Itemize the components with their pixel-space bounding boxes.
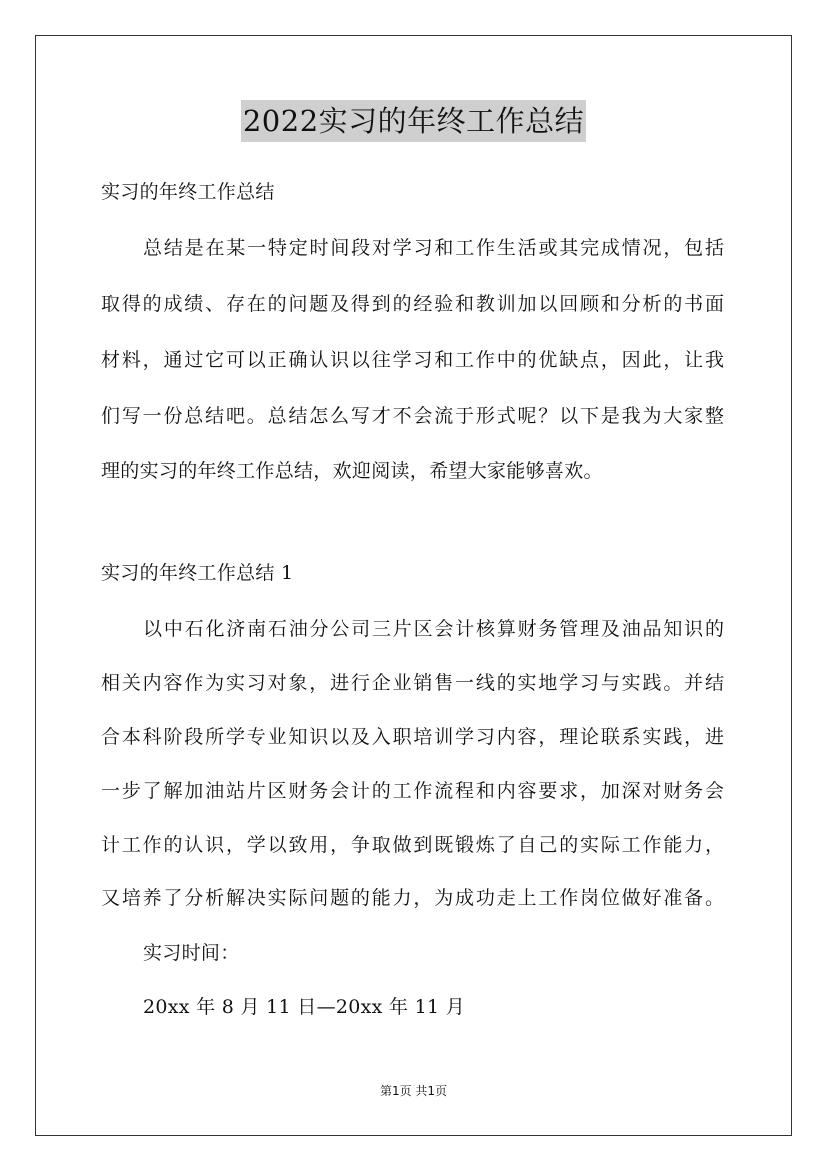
section-line-2: 相关内容作为实习对象，进行企业销售一线的实地学习与实践。并结	[101, 672, 724, 694]
section-line-4: 一步了解加油站片区财务会计的工作流程和内容要求，加深对财务会	[101, 780, 724, 802]
section-heading: 实习的年终工作总结 1	[101, 562, 294, 584]
document-subtitle: 实习的年终工作总结	[101, 181, 275, 203]
intro-line-4: 们写一份总结吧。总结怎么写才不会流于形式呢？以下是我为大家整	[101, 405, 724, 427]
section-line-1: 以中石化济南石油分公司三片区会计核算财务管理及油品知识的	[143, 618, 724, 640]
title-container	[0, 100, 827, 142]
page-number: 第1页 共1页	[379, 1084, 448, 1098]
intro-line-1: 总结是在某一特定时间段对学习和工作生活或其完成情况，包括	[143, 237, 724, 259]
section-line-5: 计工作的认识，学以致用，争取做到既锻炼了自己的实际工作能力，	[101, 834, 724, 856]
section-line-3: 合本科阶段所学专业知识以及入职培训学习内容，理论联系实践，进	[101, 726, 724, 748]
internship-time-label: 实习时间：	[143, 942, 240, 964]
section-line-6: 又培养了分析解决实际问题的能力，为成功走上工作岗位做好准备。	[101, 887, 724, 909]
intro-line-2: 取得的成绩、存在的问题及得到的经验和教训加以回顾和分析的书面	[101, 293, 724, 315]
intro-line-3: 材料，通过它可以正确认识以往学习和工作中的优缺点，因此，让我	[101, 349, 724, 371]
document-title: 2022实习的年终工作总结	[241, 100, 586, 142]
intro-line-5: 理的实习的年终工作总结，欢迎阅读，希望大家能够喜欢。	[101, 460, 603, 482]
internship-time-value: 20xx 年 8 月 11 日—20xx 年 11 月	[143, 996, 466, 1018]
